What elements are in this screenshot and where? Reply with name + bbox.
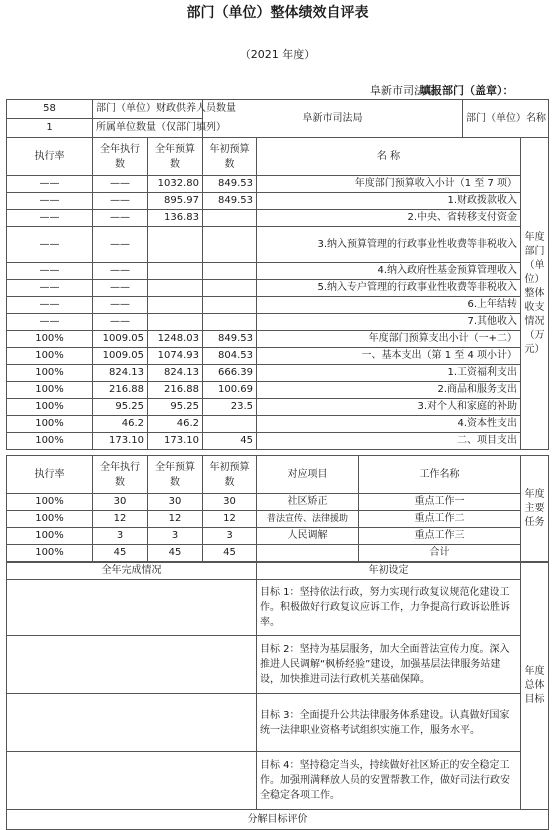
row-label: 年度部门预算收入小计（1 至 7 项） bbox=[257, 176, 521, 193]
cell: 1248.03 bbox=[148, 331, 203, 348]
cell bbox=[148, 227, 203, 263]
cell bbox=[203, 314, 257, 331]
task-header-name: 工作名称 bbox=[359, 456, 521, 494]
cell: 216.88 bbox=[93, 382, 148, 399]
unit-label: 部门（单位）名称 bbox=[463, 100, 549, 138]
cell: 849.53 bbox=[203, 176, 257, 193]
goal-1-done bbox=[7, 580, 257, 636]
cell: —— bbox=[93, 314, 148, 331]
row-label: 2.商品和服务支出 bbox=[257, 382, 521, 399]
cell bbox=[148, 314, 203, 331]
cell bbox=[203, 227, 257, 263]
cell bbox=[148, 263, 203, 280]
cell: 12 bbox=[203, 511, 257, 528]
header-budget-full: 全年预算数 bbox=[148, 138, 203, 176]
cell: 173.10 bbox=[93, 433, 148, 450]
cell: —— bbox=[7, 176, 93, 193]
cell: 95.25 bbox=[93, 399, 148, 416]
cell: —— bbox=[7, 280, 93, 297]
row-label: 重点工作三 bbox=[359, 528, 521, 545]
cell: 30 bbox=[148, 494, 203, 511]
goal-2: 目标 2：坚持为基层服务，加大全面普法宣传力度。深入推进人民调解“枫桥经验”建设，加强基层法律服务站建设，加快推进司法行政机关基础保障。 bbox=[257, 636, 521, 694]
cell: 100% bbox=[7, 331, 93, 348]
cell: 804.53 bbox=[203, 348, 257, 365]
cell: 45 bbox=[203, 545, 257, 562]
header-exec: 全年执行数 bbox=[93, 138, 148, 176]
cell: —— bbox=[93, 193, 148, 210]
goal-4: 目标 4：坚持稳定当头，持续做好社区矫正的安全稳定工作。加强刑满释放人员的安置帮教工作，做好司法行政安全稳定各项工作。 bbox=[257, 752, 521, 810]
row-label: 重点工作一 bbox=[359, 494, 521, 511]
cell: 100% bbox=[7, 433, 93, 450]
cell bbox=[148, 297, 203, 314]
cell: 824.13 bbox=[148, 365, 203, 382]
cell: —— bbox=[7, 227, 93, 263]
cell: —— bbox=[93, 297, 148, 314]
task-header-budget-full: 全年预算数 bbox=[148, 456, 203, 494]
row-label: 7.其他收入 bbox=[257, 314, 521, 331]
cell bbox=[203, 416, 257, 433]
cell bbox=[257, 545, 359, 562]
page-title: 部门（单位）整体绩效自评表 bbox=[186, 5, 369, 21]
filler-value: 阜新市司法局 bbox=[370, 84, 436, 97]
goal-1: 目标 1：坚持依法行政，努力实现行政复议规范化建设工作。积极做好行政复议应诉工作，力争提高行政诉讼胜诉率。 bbox=[257, 580, 521, 636]
goal-4-done bbox=[7, 752, 257, 810]
row-label: 5.纳入专户管理的行政事业性收费等非税收入 bbox=[257, 280, 521, 297]
cell: 136.83 bbox=[148, 210, 203, 227]
sub-count-label: 所属单位数量（仅部门填列） bbox=[93, 119, 203, 138]
cell: 12 bbox=[93, 511, 148, 528]
row-label: 年度部门预算支出小计（一+二） bbox=[257, 331, 521, 348]
row-label: 一、基本支出（第 1 至 4 项小计） bbox=[257, 348, 521, 365]
cell: —— bbox=[7, 193, 93, 210]
cell: —— bbox=[93, 210, 148, 227]
cell: 100% bbox=[7, 348, 93, 365]
cell: 100% bbox=[7, 416, 93, 433]
cell: —— bbox=[93, 263, 148, 280]
cell: 173.10 bbox=[148, 433, 203, 450]
row-label: 1.工资福利支出 bbox=[257, 365, 521, 382]
row-label: 重点工作二 bbox=[359, 511, 521, 528]
header-name: 名 称 bbox=[257, 138, 521, 176]
cell: 46.2 bbox=[148, 416, 203, 433]
cell: 45 bbox=[203, 433, 257, 450]
staff-label: 部门（单位）财政供养人员数量 bbox=[93, 100, 203, 119]
task-header-rate: 执行率 bbox=[7, 456, 93, 494]
footer-label: 分解目标评价 bbox=[7, 810, 549, 830]
budget-side-label: 年度部门（单位）整体收支情况（万元） bbox=[521, 138, 549, 450]
header-rate: 执行率 bbox=[7, 138, 93, 176]
cell: 100.69 bbox=[203, 382, 257, 399]
cell: 46.2 bbox=[93, 416, 148, 433]
cell: —— bbox=[7, 297, 93, 314]
cell: 3 bbox=[148, 528, 203, 545]
cell: 100% bbox=[7, 494, 93, 511]
cell: 666.39 bbox=[203, 365, 257, 382]
cell: 824.13 bbox=[93, 365, 148, 382]
task-header-exec: 全年执行数 bbox=[93, 456, 148, 494]
row-label: 4.资本性支出 bbox=[257, 416, 521, 433]
cell: 95.25 bbox=[148, 399, 203, 416]
row-label: 3.对个人和家庭的补助 bbox=[257, 399, 521, 416]
row-label: 1.财政拨款收入 bbox=[257, 193, 521, 210]
row-label: 4.纳入政府性基金预算管理收入 bbox=[257, 263, 521, 280]
cell: 100% bbox=[7, 399, 93, 416]
cell: 人民调解 bbox=[257, 528, 359, 545]
row-label: 3.纳入预算管理的行政事业性收费等非税收入 bbox=[257, 227, 521, 263]
cell: 30 bbox=[93, 494, 148, 511]
cell: 216.88 bbox=[148, 382, 203, 399]
year-label: （2021 年度） bbox=[239, 48, 316, 61]
cell bbox=[203, 297, 257, 314]
task-header-budget-year: 年初预算数 bbox=[203, 456, 257, 494]
cell: 12 bbox=[148, 511, 203, 528]
goal-header-done: 全年完成情况 bbox=[7, 563, 257, 580]
cell: 3 bbox=[203, 528, 257, 545]
cell: 45 bbox=[148, 545, 203, 562]
row-label: 合计 bbox=[359, 545, 521, 562]
task-header-project: 对应项目 bbox=[257, 456, 359, 494]
cell: 23.5 bbox=[203, 399, 257, 416]
cell: 895.97 bbox=[148, 193, 203, 210]
cell: —— bbox=[7, 263, 93, 280]
staff-value: 58 bbox=[7, 100, 93, 119]
cell: 849.53 bbox=[203, 331, 257, 348]
cell: —— bbox=[93, 176, 148, 193]
cell: 100% bbox=[7, 382, 93, 399]
task-side-label: 年度主要任务 bbox=[521, 456, 549, 562]
task-table bbox=[6, 455, 549, 562]
cell: 30 bbox=[203, 494, 257, 511]
goal-side-label: 年度总体目标 bbox=[521, 563, 549, 810]
cell bbox=[203, 210, 257, 227]
cell: 100% bbox=[7, 528, 93, 545]
budget-table bbox=[6, 99, 549, 450]
cell: 普法宣传、法律援助 bbox=[257, 511, 359, 528]
goal-3-done bbox=[7, 694, 257, 752]
header-budget-year: 年初预算数 bbox=[203, 138, 257, 176]
cell: —— bbox=[93, 280, 148, 297]
cell: 1009.05 bbox=[93, 348, 148, 365]
cell: 3 bbox=[93, 528, 148, 545]
row-label: 2.中央、省转移支付资金 bbox=[257, 210, 521, 227]
cell: 1074.93 bbox=[148, 348, 203, 365]
goal-3: 目标 3：全面提升公共法律服务体系建设。认真做好国家统一法律职业资格考试组织实施工作，服务水平。 bbox=[257, 694, 521, 752]
goal-header-set: 年初设定 bbox=[257, 563, 521, 580]
cell: 1009.05 bbox=[93, 331, 148, 348]
cell bbox=[148, 280, 203, 297]
filler-label: 填报部门（盖章）： bbox=[420, 84, 514, 97]
cell: —— bbox=[7, 210, 93, 227]
cell: 1032.80 bbox=[148, 176, 203, 193]
cell bbox=[203, 263, 257, 280]
cell bbox=[203, 280, 257, 297]
row-label: 二、项目支出 bbox=[257, 433, 521, 450]
cell: 社区矫正 bbox=[257, 494, 359, 511]
cell: 45 bbox=[93, 545, 148, 562]
cell: —— bbox=[93, 227, 148, 263]
goal-2-done bbox=[7, 636, 257, 694]
goal-table bbox=[6, 562, 549, 830]
cell: —— bbox=[7, 314, 93, 331]
cell: 100% bbox=[7, 511, 93, 528]
cell: 100% bbox=[7, 545, 93, 562]
cell: 849.53 bbox=[203, 193, 257, 210]
row-label: 6.上年结转 bbox=[257, 297, 521, 314]
unit-value: 阜新市司法局 bbox=[203, 100, 463, 138]
cell: 100% bbox=[7, 365, 93, 382]
sub-count-value: 1 bbox=[7, 119, 93, 138]
